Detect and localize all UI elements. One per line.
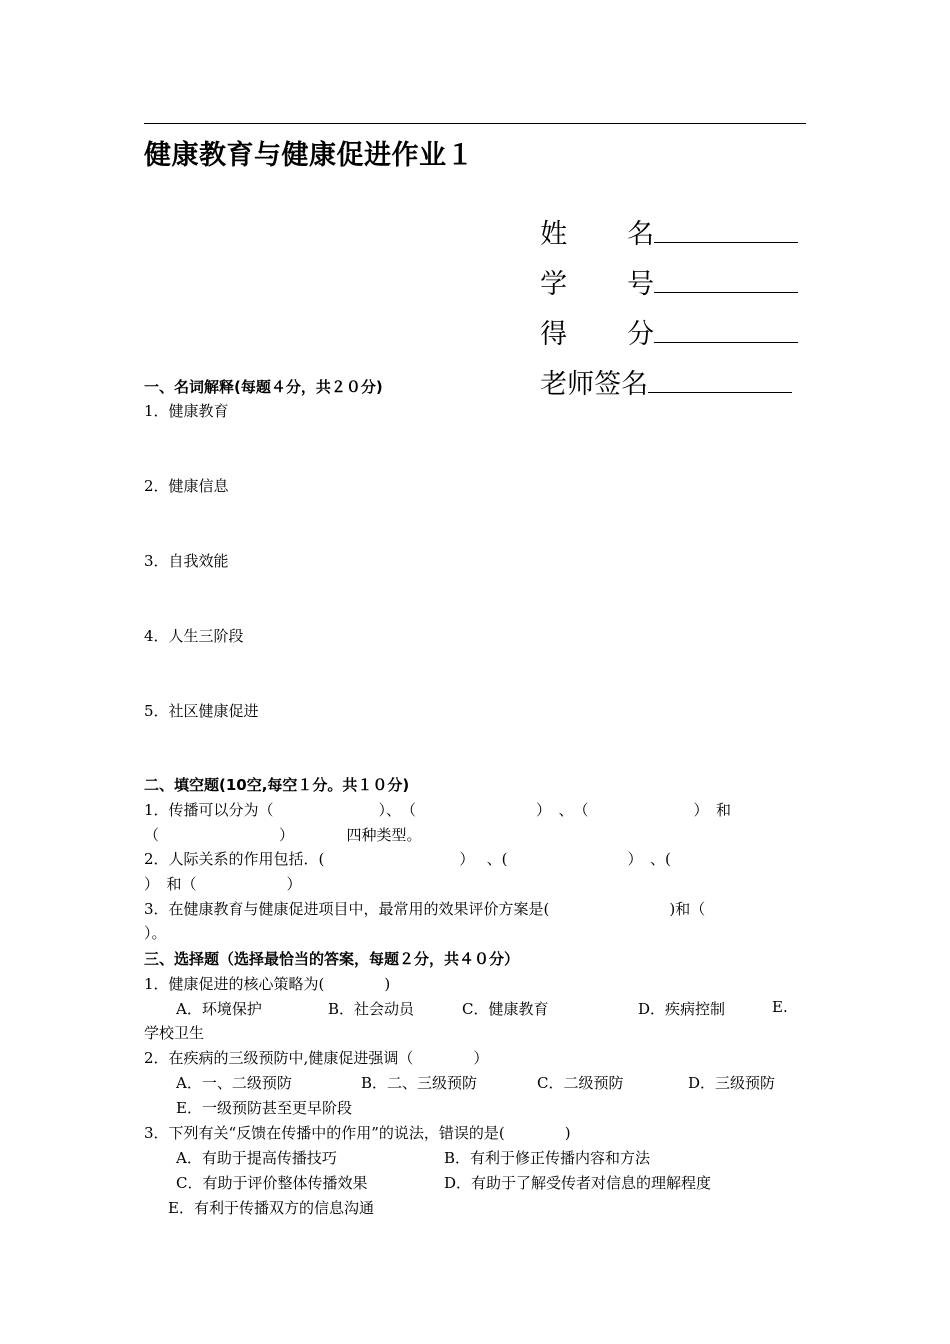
q2-option-d: D．三级预防 (688, 1074, 776, 1092)
q3-option-c: C．有助于评价整体传播效果 (176, 1174, 368, 1192)
q1-option-e-text: 学校卫生 (144, 1024, 205, 1042)
score-label-b: 分 (627, 319, 655, 350)
fill-line: 3．在健康教育与健康促进项目中，最常用的效果评价方案是( )和（ (144, 900, 706, 918)
q1-option-e: E. (772, 998, 788, 1016)
term-item: 3．自我效能 (144, 552, 229, 570)
term-item: 1．健康教育 (144, 402, 229, 420)
q2-option-b: B．二、三级预防 (361, 1074, 478, 1092)
fill-line: ）。 (144, 924, 167, 942)
q1-option-d: D．疾病控制 (638, 1000, 726, 1018)
page-title: 健康教育与健康促进作业１ (144, 140, 474, 171)
q3-option-d: D．有助于了解受传者对信息的理解程度 (444, 1174, 712, 1192)
section3-heading: 三、选择题（选择最恰当的答案，每题２分，共４０分） (144, 950, 520, 968)
fill-line: 1．传播可以分为（ ）、 （ ） 、 （ ） 和 (144, 801, 732, 819)
term-item: 2．健康信息 (144, 477, 229, 495)
id-label-b: 号 (627, 269, 655, 300)
q2-option-c: C．二级预防 (537, 1074, 624, 1092)
header-rule (144, 123, 806, 124)
section1-heading: 一、名词解释(每题４分，共２０分) (144, 378, 383, 396)
q2-option-e: E．一级预防甚至更早阶段 (176, 1099, 352, 1117)
teacher-sign-blank (648, 368, 792, 393)
fill-line: 2．人际关系的作用包括．( ） 、( ） 、( (144, 850, 671, 868)
q2-option-a: A．一、二级预防 (176, 1074, 292, 1092)
q3-option-b: B．有利于修正传播内容和方法 (444, 1149, 651, 1167)
q1-stem: 1．健康促进的核心策略为( ) (144, 975, 391, 993)
score-label-a: 得 (540, 319, 568, 350)
term-item: 5．社区健康促进 (144, 702, 259, 720)
section2-heading: 二、填空题(10空,每空１分。共１０分) (144, 776, 410, 794)
q1-option-a: A．环境保护 (176, 1000, 262, 1018)
q1-option-c: C．健康教育 (462, 1000, 549, 1018)
q3-option-a: A．有助于提高传播技巧 (176, 1149, 337, 1167)
q2-stem: 2．在疾病的三级预防中,健康促进强调（ ） (144, 1049, 489, 1067)
id-label-a: 学 (540, 269, 568, 300)
name-label-a: 姓 (540, 219, 568, 250)
term-item: 4．人生三阶段 (144, 627, 244, 645)
teacher-sign-label: 老师签名 (540, 369, 649, 400)
q1-option-b: B．社会动员 (328, 1000, 415, 1018)
teacher-sign-field (523, 331, 792, 401)
name-label-b: 名 (627, 219, 655, 250)
fill-line: ） 和（ ） (144, 875, 302, 893)
q3-option-e: E．有利于传播双方的信息沟通 (168, 1199, 374, 1217)
fill-line: （ ） 四种类型。 (144, 826, 422, 844)
q3-stem: 3．下列有关“反馈在传播中的作用”的说法，错误的是( ) (144, 1124, 571, 1142)
